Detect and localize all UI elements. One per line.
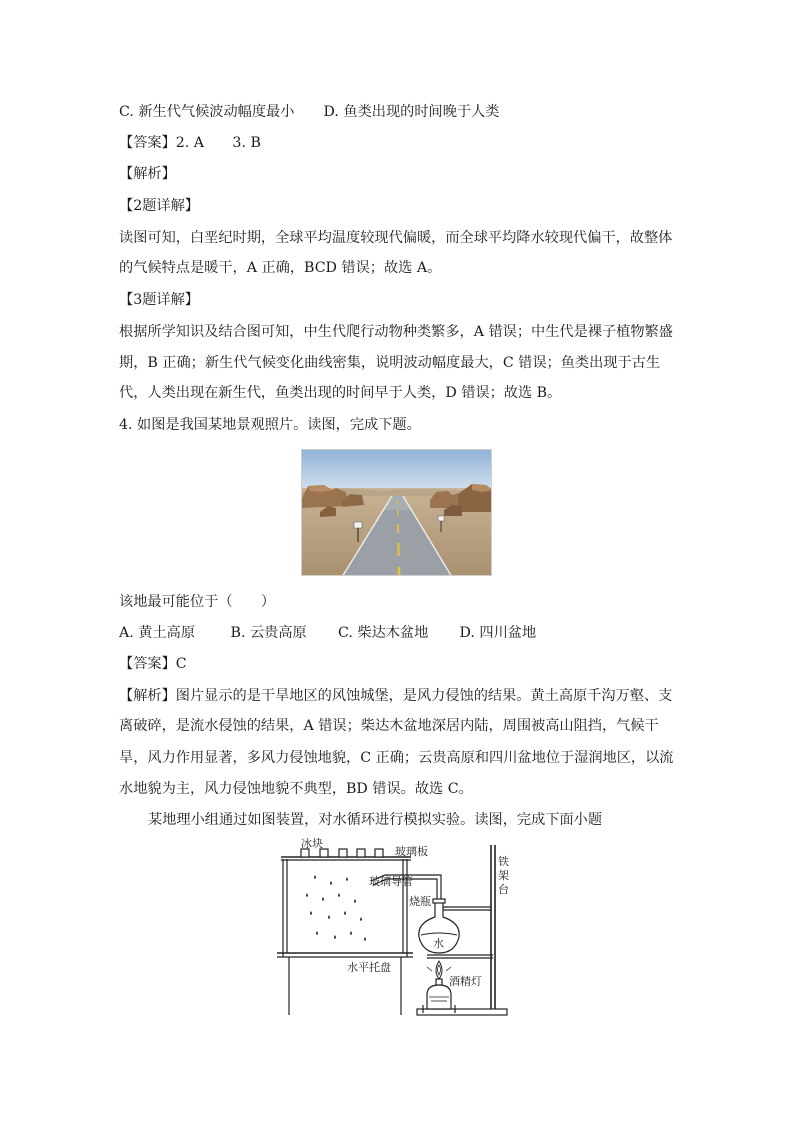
label-ice: 冰块 <box>301 837 323 850</box>
q4-stem: 4. 如图是我国某地景观照片。读图，完成下题。 <box>119 417 421 433</box>
label-tray: 水平托盘 <box>347 961 391 974</box>
detail-2-line-2: 的气候特点是暖干，A 正确，BCD 错误；故选 A。 <box>119 260 442 276</box>
option-d: D. 鱼类出现的时间晚于人类 <box>323 104 500 120</box>
experiment-intro: 某地理小组通过如图装置，对水循环进行模拟实验。读图，完成下面小题 <box>148 812 603 828</box>
detail-2-line-1: 读图可知，白垩纪时期，全球平均温度较现代偏暖，而全球平均降水较现代偏干，故整体 <box>119 230 673 246</box>
q4-option-d: D. 四川盆地 <box>459 625 537 641</box>
q4-options <box>119 623 679 643</box>
q4-option-a: A. 黄土高原 <box>119 625 196 641</box>
q4-analysis-line-3: 旱，风力作用显著，多风力侵蚀地貌，C 正确；云贵高原和四川盆地位于湿润地区，以流 <box>119 750 674 766</box>
detail-3-label: 【3题详解】 <box>119 292 199 308</box>
answer-2-3: 【答案】2. A 3. B <box>119 135 261 151</box>
q4-analysis-line-2: 离破碎，是流水侵蚀的结果，A 错误；柴达木盆地深居内陆，周围被高山阻挡，气候干 <box>119 718 659 734</box>
analysis-label: 【解析】 <box>119 166 176 182</box>
q4-option-c: C. 柴达木盆地 <box>338 625 429 641</box>
label-glass-plate: 玻璃板 <box>395 845 428 858</box>
option-c: C. 新生代气候波动幅度最小 <box>119 104 295 120</box>
prev-question-options <box>119 102 679 122</box>
label-flask: 烧瓶 <box>409 895 431 908</box>
label-glass-tube: 玻璃导管 <box>369 875 413 888</box>
q4-analysis-line-4: 水地貌为主，风力侵蚀地貌不典型，BD 错误。故选 C。 <box>119 781 473 797</box>
detail-3-line-2: 期，B 正确；新生代气候变化曲线密集，说明波动幅度最大，C 错误；鱼类出现于古生 <box>119 355 661 371</box>
q4-analysis-line-1: 【解析】图片显示的是干旱地区的风蚀城堡，是风力侵蚀的结果。黄土高原千沟万壑、支 <box>119 688 673 704</box>
label-iron-stand-2: 架 <box>498 869 509 882</box>
q4-answer: 【答案】C <box>119 656 187 672</box>
detail-3-line-1: 根据所学知识及结合图可知，中生代爬行动物种类繁多，A 错误；中生代是裸子植物繁盛 <box>119 324 673 340</box>
detail-2-label: 【2题详解】 <box>119 198 199 214</box>
landscape-photo <box>301 449 492 576</box>
label-iron-stand-3: 台 <box>498 883 509 896</box>
q4-option-b: B. 云贵高原 <box>230 625 307 641</box>
label-lamp: 酒精灯 <box>449 975 482 988</box>
water-cycle-apparatus-figure <box>277 835 517 1020</box>
label-iron-stand-1: 铁 <box>498 855 509 868</box>
q4-question: 该地最可能位于（ ） <box>119 594 276 610</box>
label-water: 水 <box>433 937 444 950</box>
desert-road-image <box>302 450 492 576</box>
detail-3-line-3: 代，人类出现在新生代，鱼类出现的时间早于人类，D 错误；故选 B。 <box>119 385 562 401</box>
raindrops <box>277 835 517 1020</box>
